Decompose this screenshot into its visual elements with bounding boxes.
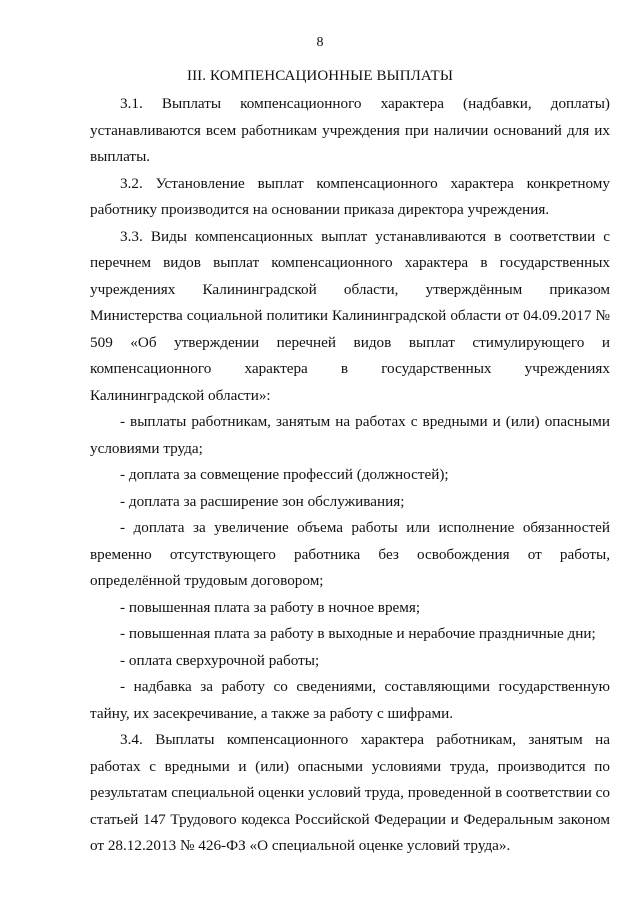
list-item-combining-professions: - доплата за совмещение профессий (должностей);	[120, 466, 449, 483]
list-item-harmful-conditions: - выплаты работникам, занятым на работах с вредными и (или) опасными условиями труда;	[90, 413, 610, 457]
paragraph-3-1: 3.1. Выплаты компенсационного характера (надбавки, доплаты) устанавливаются всем работникам учреждения при наличии оснований для их выплаты.	[90, 95, 610, 165]
paragraph-3-3: 3.3. Виды компенсационных выплат устанавливаются в соответствии с перечнем видов выплат компенсационного характера в государственных учреждениях Калининградской области, утверждённым приказом Министерства социальной политики Калининградской области от 04.09.2017 № 509 «Об утверждении перечней видов выплат стимулирующего и компенсационного характера в государственных учреждениях Калининградской области»:	[90, 227, 610, 404]
list-item-increased-workload: - доплата за увеличение объема работы или исполнение обязанностей временно отсутствующего работника без освобождения от работы, определённой трудовым договором;	[90, 519, 610, 589]
list-item-service-zones: - доплата за расширение зон обслуживания;	[120, 492, 405, 510]
list-item-overtime: - оплата сверхурочной работы;	[120, 651, 320, 669]
paragraph-3-4: 3.4. Выплаты компенсационного характера работникам, занятым на работах с вредными и (или) опасными условиями труда, производится по результатам специальной оценки условий труда, проведенной в соответствии со статьей 147 Трудового кодекса Российской Федерации и Федеральным законом от 28.12.2013 № 426-ФЗ «О специальной оценке условий труда».	[90, 731, 610, 854]
document-body	[90, 91, 610, 860]
page-number: 8	[316, 35, 324, 50]
section-title: III. КОМПЕНСАЦИОННЫЕ ВЫПЛАТЫ	[186, 68, 453, 84]
list-item-state-secret: - надбавка за работу со сведениями, составляющими государственную тайну, их засекречивание, а также за работу с шифрами.	[90, 678, 610, 722]
list-item-night-work: - повышенная плата за работу в ночное время;	[120, 598, 421, 616]
paragraph-3-2: 3.2. Установление выплат компенсационного характера конкретному работнику производится на основании приказа директора учреждения.	[90, 174, 610, 218]
list-item-holiday-work: - повышенная плата за работу в выходные и нерабочие праздничные дни;	[120, 625, 596, 642]
